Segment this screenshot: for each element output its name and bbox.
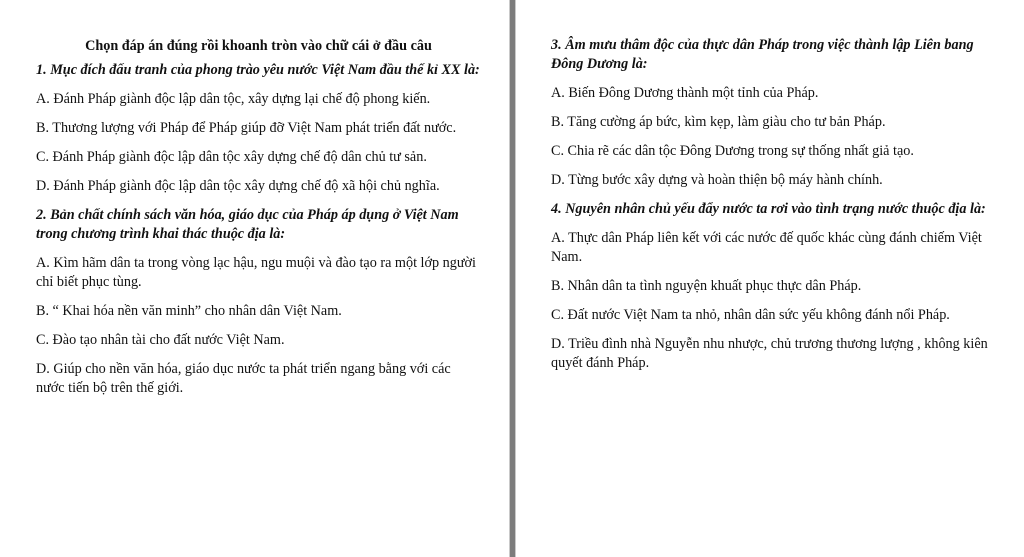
question-1-option-c: C. Đánh Pháp giành độc lập dân tộc xây dựng chế độ dân chủ tư sản. — [36, 149, 427, 165]
question-1-option-b: B. Thương lượng với Pháp để Pháp giúp đỡ Việt Nam phát triển đất nước. — [36, 120, 457, 136]
question-4-option-d: D. Triều đình nhà Nguyễn nhu nhược, chủ trương thương lượng , không kiên quyết đánh Pháp. — [551, 336, 988, 371]
question-4-option-b: B. Nhân dân ta tình nguyện khuất phục thực dân Pháp. — [551, 278, 862, 294]
question-1-option-d: D. Đánh Pháp giành độc lập dân tộc xây dựng chế độ xã hội chủ nghĩa. — [36, 178, 440, 194]
question-2-option-a: A. Kìm hãm dân ta trong vòng lạc hậu, ngu muội và đào tạo ra một lớp người chỉ biết phục tùng. — [36, 255, 476, 290]
question-3-option-a: A. Biến Đông Dương thành một tỉnh của Pháp. — [551, 85, 819, 101]
document-page-left — [0, 0, 510, 557]
question-1-option-a: A. Đánh Pháp giành độc lập dân tộc, xây dựng lại chế độ phong kiến. — [36, 91, 431, 107]
worksheet-title: Chọn đáp án đúng rồi khoanh tròn vào chữ cái ở đầu câu — [85, 38, 432, 54]
question-1: 1. Mục đích đấu tranh của phong trào yêu nước Việt Nam đầu thế kỉ XX là: — [36, 62, 480, 78]
question-2-option-c: C. Đào tạo nhân tài cho đất nước Việt Nam. — [36, 332, 285, 348]
question-3-option-c: C. Chia rẽ các dân tộc Đông Dương trong sự thống nhất giả tạo. — [551, 143, 914, 159]
question-3: 3. Âm mưu thâm độc của thực dân Pháp trong việc thành lập Liên bang Đông Dương là: — [551, 37, 974, 72]
question-2-option-b: B. “ Khai hóa nền văn minh” cho nhân dân Việt Nam. — [36, 303, 342, 319]
page-right-content — [516, 0, 1024, 383]
document-page-right — [515, 0, 1024, 557]
question-2: 2. Bản chất chính sách văn hóa, giáo dục của Pháp áp dụng ở Việt Nam trong chương trình khai thác thuộc địa là: — [36, 207, 459, 242]
question-4: 4. Nguyên nhân chủ yếu đẩy nước ta rơi vào tình trạng nước thuộc địa là: — [551, 201, 986, 217]
question-2-option-d: D. Giúp cho nền văn hóa, giáo dục nước ta phát triển ngang bằng với các nước tiến bộ trên thế giới. — [36, 361, 451, 396]
page-left-content — [0, 0, 509, 408]
question-4-option-c: C. Đất nước Việt Nam ta nhỏ, nhân dân sức yếu không đánh nổi Pháp. — [551, 307, 950, 323]
question-4-option-a: A. Thực dân Pháp liên kết với các nước đế quốc khác cùng đánh chiếm Việt Nam. — [551, 230, 982, 265]
question-3-option-b: B. Tăng cường áp bức, kìm kẹp, làm giàu cho tư bản Pháp. — [551, 114, 886, 130]
question-3-option-d: D. Từng bước xây dựng và hoàn thiện bộ máy hành chính. — [551, 172, 883, 188]
